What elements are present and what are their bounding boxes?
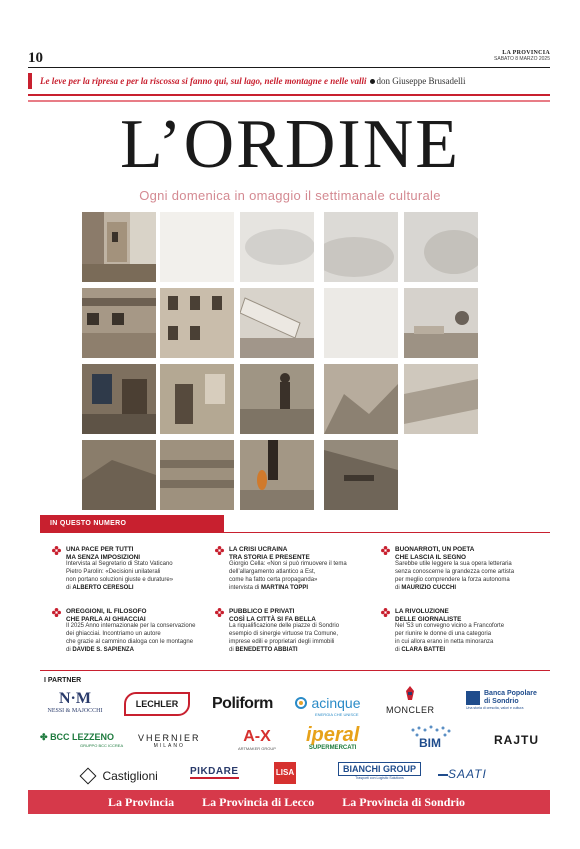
footer-brand-la-provincia[interactable]: La Provincia xyxy=(108,794,175,809)
article-byline: di BENEDETTO ABBIATI xyxy=(229,647,298,654)
photo-tile-sky-2 xyxy=(324,288,398,358)
logo-bcc-lezzeno[interactable]: ✤ BCC LEZZENO GRUPPO BCC ICCREA xyxy=(40,732,124,748)
logo-banca-popolare-sondrio[interactable]: Banca Popolare di Sondrio Una storia di crescita, valori e cultura xyxy=(466,690,537,711)
footer-brand-sondrio[interactable]: La Provincia di Sondrio xyxy=(342,794,466,809)
page-number: 10 xyxy=(28,50,43,66)
magazine-subtitle: Ogni domenica in omaggio il settimanale culturale xyxy=(139,188,441,203)
photo-tile-clouds xyxy=(240,212,314,282)
red-stripe xyxy=(28,94,550,96)
article-title: UNA PACE PER TUTTI MA SENZA IMPOSIZIONI xyxy=(66,546,141,561)
article-summary: Sarebbe utile leggere la sua opera letteraria senza conoscerne la grandezza come artista per meglio comprendere la forza autonoma xyxy=(395,561,515,584)
article-summary: Giorgio Cella: «Non si può rimuovere il tema dell’allargamento atlantico a Est, come ha fatto certa propaganda» xyxy=(229,561,347,584)
quote-text: Le leve per la ripresa e per la riscossa si fanno qui, sul lago, nelle montagne e nelle valli xyxy=(40,76,367,86)
photo-tile-collapsed-roof xyxy=(324,440,398,510)
photo-tile-laundry xyxy=(82,364,156,434)
logo-bim[interactable]: BIM xyxy=(405,724,461,754)
article-byline: di ALBERTO CERESOLI xyxy=(66,585,134,592)
saati-dash-icon xyxy=(438,774,448,776)
flower-bullet-icon xyxy=(381,608,390,617)
photo-tile-facade xyxy=(160,288,234,358)
article-byline: di MAURIZIO CUCCHI xyxy=(395,585,457,592)
bcc-mark-icon: ✤ xyxy=(40,732,48,742)
logo-pikdare[interactable]: PIKDARE xyxy=(190,766,239,777)
article-summary: La riqualificazione delle piazze di Sondrio esempio di sinergie virtuose tra Comune, imprese edili e proprietari degli immobili xyxy=(229,623,340,646)
article-byline: intervista di MARTINA TOPPI xyxy=(229,585,309,592)
partners-label: I PARTNER xyxy=(44,677,82,684)
photo-tile-steps xyxy=(160,440,234,510)
photo-tile-slab xyxy=(404,364,478,434)
article-teaser[interactable] xyxy=(66,546,226,593)
header-rule xyxy=(28,67,550,68)
photo-tile-ruined-building xyxy=(82,212,156,282)
flower-bullet-icon xyxy=(52,608,61,617)
bullet-icon xyxy=(370,79,375,84)
photo-tile-clouds-2 xyxy=(324,212,398,282)
section-rule xyxy=(40,532,550,533)
photo-tile-rubble-ground xyxy=(82,440,156,510)
moncler-rooster-icon xyxy=(402,686,418,700)
article-teaser[interactable] xyxy=(395,546,555,593)
footer-brand-lecco[interactable]: La Provincia di Lecco xyxy=(202,794,315,809)
logo-poliform[interactable]: Poliform xyxy=(212,695,273,712)
article-teaser[interactable] xyxy=(229,546,389,593)
article-title: LA RIVOLUZIONE DELLE GIORNALISTE xyxy=(395,608,462,623)
photo-tile-collapsed-pillar xyxy=(240,288,314,358)
logo-moncler[interactable]: MONCLER xyxy=(386,686,435,715)
logo-nessi-majocchi[interactable]: N·M NESSI & MAJOCCHI xyxy=(47,690,103,714)
logo-artmaker[interactable]: A-X ARTMAKER GROUP xyxy=(238,728,276,751)
bps-mark-icon xyxy=(466,691,480,705)
logo-saati[interactable]: SAATI xyxy=(438,767,487,781)
article-summary: Intervista al Segretario di Stato Vaticano Pietro Parolin: «Decisioni unilaterali non portano soluzioni giuste e durature» xyxy=(66,561,174,584)
section-label: IN QUESTO NUMERO xyxy=(40,515,224,533)
masthead-date: SABATO 8 MARZO 2025 xyxy=(494,55,550,62)
article-title: OREGGIONI, IL FILOSOFO CHE PARLA AI GHIACCIAI xyxy=(66,608,147,623)
header-quote xyxy=(40,76,550,86)
photo-tile-rooftop xyxy=(404,288,478,358)
magazine-title: L’ORDINE xyxy=(119,106,461,183)
article-title: LA CRISI UCRAINA TRA STORIA E PRESENTE xyxy=(229,546,310,561)
article-teaser[interactable] xyxy=(229,608,389,655)
photo-tile-people-rubble xyxy=(240,364,314,434)
article-teaser[interactable] xyxy=(395,608,555,655)
logo-castiglioni[interactable]: Castiglioni xyxy=(82,767,158,785)
quote-accent-bar xyxy=(28,73,32,89)
photo-tile-sky xyxy=(160,212,234,282)
logo-lechler[interactable]: LECHLER xyxy=(124,692,190,716)
photo-tile-balconies xyxy=(82,288,156,358)
masthead xyxy=(494,50,550,62)
partners-rule xyxy=(40,670,550,671)
cover-photo-mosaic xyxy=(82,212,484,508)
logo-rajtu[interactable]: RAJTU xyxy=(494,733,540,747)
article-summary: Nel ’53 un convegno vicino a Francoforte per riunire le donne di una categoria in cui allora erano in netta minoranza xyxy=(395,623,505,646)
red-stripe-light xyxy=(28,100,550,102)
logo-vhernier[interactable]: VHERNIER MILANO xyxy=(138,733,201,749)
logo-iperal[interactable]: iperal SUPERMERCATI xyxy=(306,724,360,751)
article-teaser[interactable] xyxy=(66,608,226,655)
photo-tile-debris xyxy=(324,364,398,434)
flower-bullet-icon xyxy=(52,546,61,555)
photo-tile-clouds-3 xyxy=(404,212,478,282)
logo-lisa[interactable]: LISA xyxy=(274,762,296,784)
logo-acinque[interactable]: acinque ENERGIA CHE UNISCE xyxy=(295,694,361,717)
article-title: PUBBLICO E PRIVATI COSÌ LA CITTÀ SI FA BELLA xyxy=(229,608,316,623)
article-summary: Il 2025 Anno internazionale per la conservazione dei ghiacciai. Incontriamo un autore che grazie al cammino dialoga con le montagne xyxy=(66,623,196,646)
flower-bullet-icon xyxy=(215,546,224,555)
footer-bar xyxy=(28,790,550,814)
acinque-swirl-icon xyxy=(295,697,307,709)
flower-bullet-icon xyxy=(381,546,390,555)
article-byline: di DAVIDE S. SAPIENZA xyxy=(66,647,134,654)
photo-tile-doorway xyxy=(160,364,234,434)
article-title: BUONARROTI, UN POETA CHE LASCIA IL SEGNO xyxy=(395,546,475,561)
logo-bianchi-group[interactable]: BIANCHI GROUP Trasporti con Logistic Solutions xyxy=(338,762,421,780)
castiglioni-mark-icon xyxy=(80,767,97,784)
masthead-paper-name: LA PROVINCIA xyxy=(502,50,550,56)
flower-bullet-icon xyxy=(215,608,224,617)
photo-tile-child-walking xyxy=(240,440,314,510)
quote-author: don Giuseppe Brusadelli xyxy=(376,76,466,86)
article-byline: di CLARA BATTEI xyxy=(395,647,446,654)
